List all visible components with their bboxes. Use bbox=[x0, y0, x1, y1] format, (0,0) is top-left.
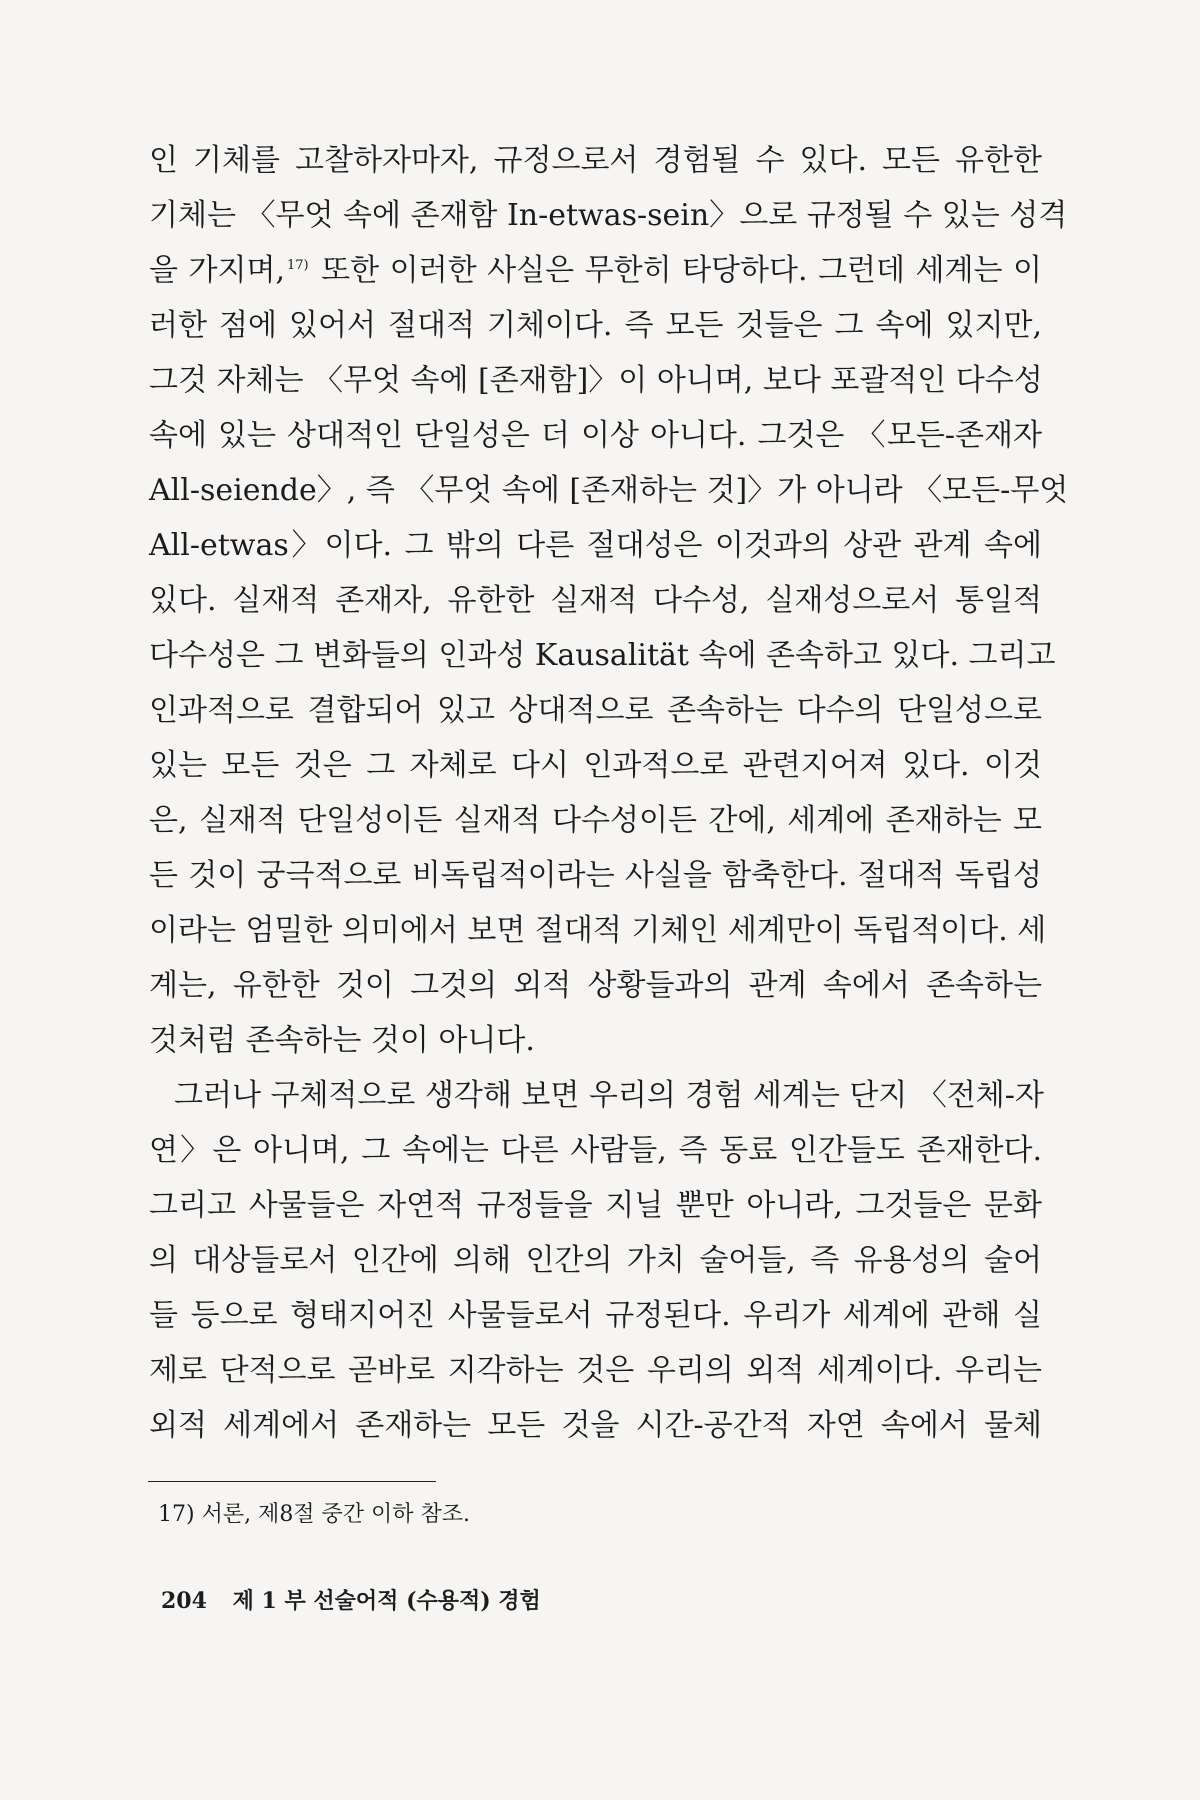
running-title: 제 1 부 선술어적 (수용적) 경험 bbox=[232, 1588, 541, 1614]
text-line: All-etwas〉이다. 그 밖의 다른 절대성은 이것과의 상관 관계 속에 bbox=[149, 528, 1042, 563]
text-line: 을 가지며, 17) 또한 이러한 사실은 무한히 타당하다. 그런데 세계는 이 bbox=[149, 253, 1042, 288]
running-footer bbox=[161, 1586, 541, 1616]
text-segment: 을 가지며, bbox=[149, 253, 285, 288]
text-line: 연〉은 아니며, 그 속에는 다른 사람들, 즉 동료 인간들도 존재한다. bbox=[149, 1133, 1042, 1168]
text-line: 속에 있는 상대적인 단일성은 더 이상 아니다. 그것은 〈모든-존재자 bbox=[149, 418, 1042, 453]
text-line: 의 대상들로서 인간에 의해 인간의 가치 술어들, 즉 유용성의 술어 bbox=[149, 1243, 1042, 1278]
text-line: 기체는 〈무엇 속에 존재함 In-etwas-sein〉으로 규정될 수 있는 성격 bbox=[149, 198, 1068, 233]
text-line: 다수성은 그 변화들의 인과성 Kausalität 속에 존속하고 있다. 그리고 bbox=[149, 638, 1056, 673]
footnote-separator bbox=[148, 1481, 436, 1482]
text-line: 그리고 사물들은 자연적 규정들을 지닐 뿐만 아니라, 그것들은 문화 bbox=[149, 1188, 1042, 1223]
footnote: 17) 서론, 제8절 중간 이하 참조. bbox=[158, 1502, 471, 1527]
page-number: 204 bbox=[161, 1588, 207, 1614]
text-line: 것처럼 존속하는 것이 아니다. bbox=[149, 1023, 535, 1058]
text-line: 그것 자체는 〈무엇 속에 [존재함]〉이 아니며, 보다 포괄적인 다수성 bbox=[149, 363, 1043, 398]
text-line: 인 기체를 고찰하자마자, 규정으로서 경험될 수 있다. 모든 유한한 bbox=[149, 143, 1042, 178]
text-line: 들 등으로 형태지어진 사물들로서 규정된다. 우리가 세계에 관해 실 bbox=[149, 1298, 1042, 1333]
text-line: All-seiende〉, 즉 〈무엇 속에 [존재하는 것]〉가 아니라 〈모든-무엇 bbox=[149, 473, 1069, 508]
text-line: 이라는 엄밀한 의미에서 보면 절대적 기체인 세계만이 독립적이다. 세 bbox=[149, 913, 1047, 948]
text-line: 계는, 유한한 것이 그것의 외적 상황들과의 관계 속에서 존속하는 bbox=[149, 968, 1042, 1003]
text-line: 든 것이 궁극적으로 비독립적이라는 사실을 함축한다. 절대적 독립성 bbox=[149, 858, 1042, 893]
text-line: 있다. 실재적 존재자, 유한한 실재적 다수성, 실재성으로서 통일적 bbox=[149, 583, 1042, 618]
text-line: 제로 단적으로 곧바로 지각하는 것은 우리의 외적 세계이다. 우리는 bbox=[149, 1353, 1042, 1388]
text-line: 외적 세계에서 존재하는 모든 것을 시간-공간적 자연 속에서 물체 bbox=[149, 1408, 1042, 1443]
text-line: 러한 점에 있어서 절대적 기체이다. 즉 모든 것들은 그 속에 있지만, bbox=[149, 308, 1042, 343]
text-line: 있는 모든 것은 그 자체로 다시 인과적으로 관련지어져 있다. 이것 bbox=[149, 748, 1042, 783]
text-line: 인과적으로 결합되어 있고 상대적으로 존속하는 다수의 단일성으로 bbox=[149, 693, 1042, 728]
text-line: 은, 실재적 단일성이든 실재적 다수성이든 간에, 세계에 존재하는 모 bbox=[149, 803, 1042, 838]
paragraph-first-line: 그러나 구체적으로 생각해 보면 우리의 경험 세계는 단지 〈전체-자 bbox=[174, 1078, 1044, 1113]
text-segment: 또한 이러한 사실은 무한히 타당하다. 그런데 세계는 이 bbox=[321, 253, 1042, 288]
